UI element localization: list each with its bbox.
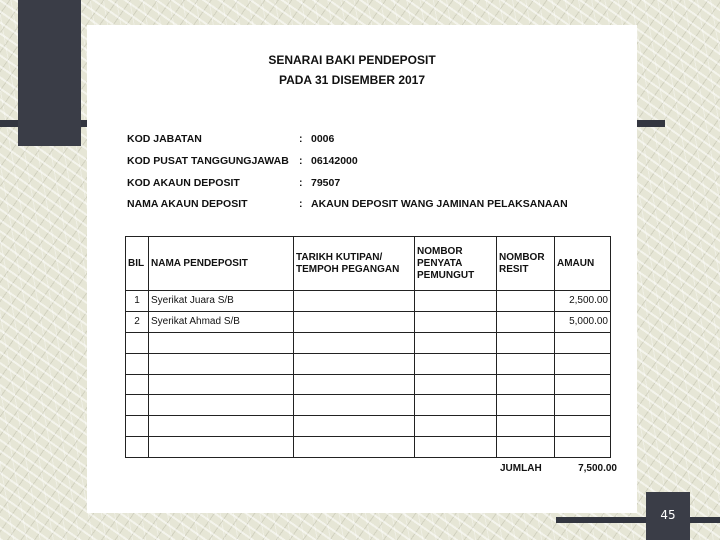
cell-penyata <box>415 374 497 395</box>
table-row <box>126 291 611 312</box>
info-colon: : <box>299 177 303 189</box>
document-subtitle: PADA 31 DISEMBER 2017 <box>278 73 426 87</box>
table-header-row <box>126 237 611 291</box>
cell-amaun: 5,000.00 <box>555 311 611 332</box>
cell-penyata <box>415 395 497 416</box>
deposit-table <box>125 236 611 458</box>
cell-nama <box>149 437 294 458</box>
info-value: 06142000 <box>311 155 358 167</box>
cell-penyata <box>415 353 497 374</box>
cell-nama <box>149 395 294 416</box>
document-sheet <box>87 25 637 513</box>
cell-bil <box>126 395 149 416</box>
table-row <box>126 437 611 458</box>
cell-bil <box>126 416 149 437</box>
table-row <box>126 311 611 332</box>
cell-nama: Syerikat Juara S/B <box>149 291 294 312</box>
column-header-tarikh: TARIKH KUTIPAN/ TEMPOH PEGANGAN <box>294 237 415 291</box>
info-colon: : <box>299 198 303 210</box>
cell-penyata <box>415 311 497 332</box>
total-label: JUMLAH <box>500 463 542 474</box>
cell-amaun <box>555 395 611 416</box>
cell-bil: 1 <box>126 291 149 312</box>
cell-nama <box>149 353 294 374</box>
cell-amaun <box>555 332 611 353</box>
cell-tarikh <box>294 353 415 374</box>
table-row <box>126 332 611 353</box>
info-colon: : <box>299 133 303 145</box>
cell-bil <box>126 374 149 395</box>
cell-amaun <box>555 374 611 395</box>
decor-block-top-left <box>18 0 81 146</box>
cell-resit <box>497 311 555 332</box>
cell-resit <box>497 353 555 374</box>
info-label: NAMA AKAUN DEPOSIT <box>127 198 248 210</box>
cell-resit <box>497 395 555 416</box>
info-value: 79507 <box>311 177 341 189</box>
cell-resit <box>497 374 555 395</box>
cell-bil <box>126 332 149 353</box>
cell-penyata <box>415 416 497 437</box>
page-number: 45 <box>646 492 690 540</box>
cell-nama <box>149 332 294 353</box>
info-value: AKAUN DEPOSIT WANG JAMINAN PELAKSANAAN <box>311 198 568 210</box>
cell-resit <box>497 332 555 353</box>
cell-resit <box>497 416 555 437</box>
cell-nama <box>149 416 294 437</box>
cell-tarikh <box>294 311 415 332</box>
table-row <box>126 416 611 437</box>
column-header-nama: NAMA PENDEPOSIT <box>149 237 294 291</box>
cell-tarikh <box>294 374 415 395</box>
cell-bil <box>126 437 149 458</box>
info-label: KOD JABATAN <box>127 133 202 145</box>
cell-amaun <box>555 416 611 437</box>
cell-tarikh <box>294 437 415 458</box>
column-header-bil: BIL <box>126 237 149 291</box>
column-header-resit: NOMBOR RESIT <box>497 237 555 291</box>
cell-tarikh <box>294 332 415 353</box>
cell-resit <box>497 291 555 312</box>
table-row <box>126 395 611 416</box>
cell-resit <box>497 437 555 458</box>
cell-tarikh <box>294 416 415 437</box>
cell-penyata <box>415 437 497 458</box>
cell-bil <box>126 353 149 374</box>
table-row <box>126 353 611 374</box>
document-title: SENARAI BAKI PENDEPOSIT <box>268 53 436 67</box>
cell-penyata <box>415 332 497 353</box>
cell-bil: 2 <box>126 311 149 332</box>
cell-nama <box>149 374 294 395</box>
cell-penyata <box>415 291 497 312</box>
info-colon: : <box>299 155 303 167</box>
cell-amaun <box>555 437 611 458</box>
decor-bar-bottom <box>556 517 720 523</box>
table-row <box>126 374 611 395</box>
cell-amaun: 2,500.00 <box>555 291 611 312</box>
cell-tarikh <box>294 395 415 416</box>
info-label: KOD AKAUN DEPOSIT <box>127 177 240 189</box>
total-value: 7,500.00 <box>578 463 617 474</box>
column-header-penyata: NOMBOR PENYATA PEMUNGUT <box>415 237 497 291</box>
info-value: 0006 <box>311 133 335 145</box>
cell-amaun <box>555 353 611 374</box>
column-header-amaun: AMAUN <box>555 237 611 291</box>
info-label: KOD PUSAT TANGGUNGJAWAB <box>127 155 289 167</box>
cell-nama: Syerikat Ahmad S/B <box>149 311 294 332</box>
cell-tarikh <box>294 291 415 312</box>
